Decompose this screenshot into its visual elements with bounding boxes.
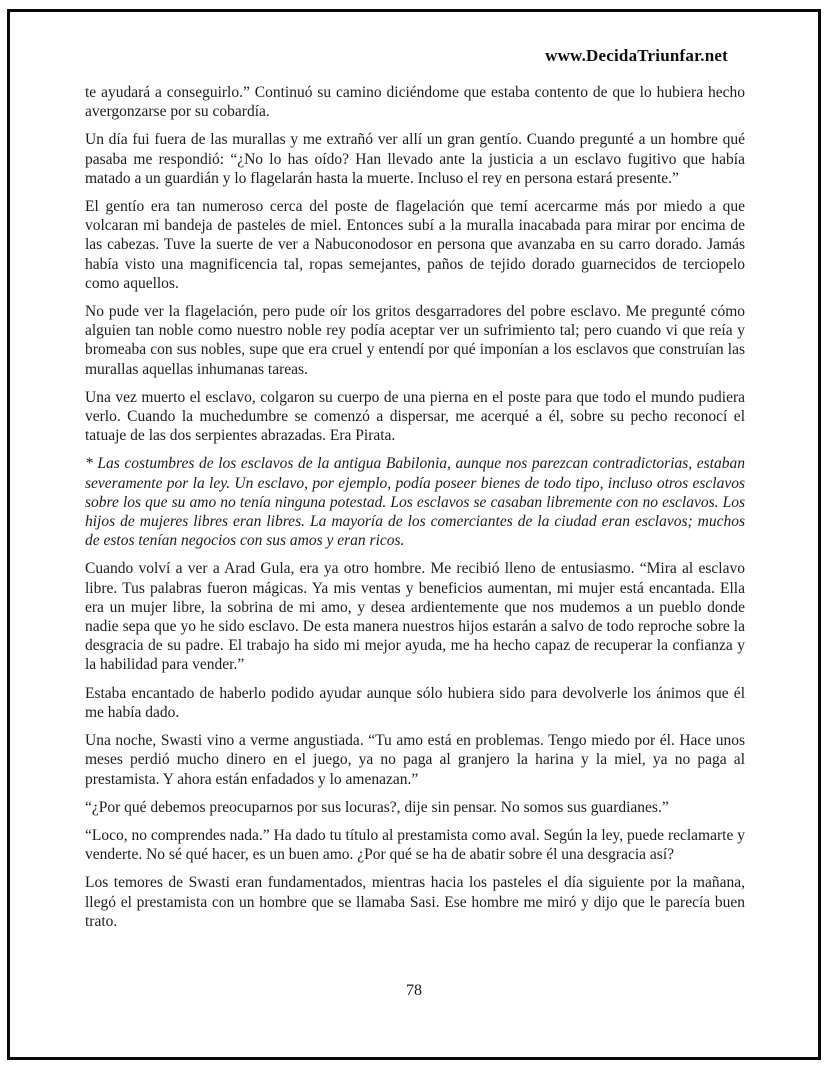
paragraph: “Loco, no comprendes nada.” Ha dado tu título al prestamista como aval. Según la ley, puede reclamarte y venderte. No sé qué hacer, es un buen amo. ¿Por qué se ha de abatir sobre él una desgracia así?: [85, 826, 745, 864]
paragraph: Estaba encantado de haberlo podido ayudar aunque sólo hubiera sido para devolverle los ánimos que él me había dado.: [85, 684, 745, 721]
page-number: 78: [406, 982, 422, 999]
paragraph: Cuando volví a ver a Arad Gula, era ya otro hombre. Me recibió lleno de entusiasmo. “Mira al esclavo libre. Tus palabras fueron mágicas. Ya mis ventas y beneficios aumentan, mi mujer está encantada. Ella era un mujer libre, la sobrina de mi amo, y desea ardientemente que nos mudemos a un pueblo donde nadie sepa que yo he sido esclavo. De esta manera nuestros hijos estarán a salvo de todo reproche sobre la desgracia de su padre. El trabajo ha sido mi mejor ayuda, me ha hecho capaz de recuperar la confianza y la habilidad para vender.”: [85, 560, 745, 674]
paragraph: No pude ver la flagelación, pero pude oír los gritos desgarradores del pobre esclavo. Me pregunté cómo alguien tan noble como nuestro noble rey podía aceptar ver un sufrimiento tal; pero cuando vi que reía y bromeaba con sus nobles, supe que era cruel y entendí por qué imponían a los esclavos que construían las murallas aquellas inhumanas tareas.: [85, 303, 745, 378]
page-content: [85, 83, 745, 940]
paragraph: Una noche, Swasti vino a verme angustiada. “Tu amo está en problemas. Tengo miedo por él. Hace unos meses perdió mucho dinero en el juego, ya no paga al granjero la harina y la miel, ya no paga al prestamista. Y ahora están enfadados y lo amenazan.”: [85, 732, 745, 788]
paragraph: * Las costumbres de los esclavos de la antigua Babilonia, aunque nos parezcan contradictorias, estaban severamente por la ley. Un esclavo, por ejemplo, podía poseer bienes de todo tipo, incluso otros esclavos sobre los que su amo no tenía ninguna potestad. Los esclavos se casaban libremente con no esclavos. Los hijos de mujeres libres eran libres. La mayoría de los comerciantes de la ciudad eran esclavos; muchos de estos tenían negocios con sus amos y eran ricos.: [85, 455, 745, 550]
paragraph: Los temores de Swasti eran fundamentados, mientras hacia los pasteles el día siguiente por la mañana, llegó el prestamista con un hombre que se llamaba Sasi. Ese hombre me miró y dijo que le parecía buen trato.: [85, 874, 745, 930]
paragraph: Un día fui fuera de las murallas y me extrañó ver allí un gran gentío. Cuando pregunté a un hombre qué pasaba me respondió: “¿No lo has oído? Han llevado ante la justicia a un esclavo fugitivo que había matado a un guardián y lo flagelarán hasta la muerte. Incluso el rey en persona estará presente.”: [85, 131, 745, 187]
paragraph: “¿Por qué debemos preocuparnos por sus locuras?, dije sin pensar. No somos sus guardianes.”: [85, 798, 669, 816]
paragraph: Una vez muerto el esclavo, colgaron su cuerpo de una pierna en el poste para que todo el mundo pudiera verlo. Cuando la muchedumbre se comenzó a dispersar, me acerqué a él, sobre su pecho reconocí el tatuaje de las dos serpientes abrazadas. Era Pirata.: [85, 388, 745, 445]
paragraph: te ayudará a conseguirlo.” Continuó su camino diciéndome que estaba contento de que lo hubiera hecho avergonzarse por su cobardía.: [85, 84, 745, 121]
site-url-header: www.DecidaTriunfar.net: [545, 46, 728, 65]
paragraph: El gentío era tan numeroso cerca del poste de flagelación que temí acercarme más por miedo a que volcaran mi bandeja de pasteles de miel. Entonces subí a la muralla inacabada para mirar por encima de las cabezas. Tuve la suerte de ver a Nabuconodosor en persona que avanzaba en su carro dorado. Jamás había visto una magnificencia tal, ropas semejantes, paños de tejido dorado guarnecidos de terciopelo como aquellos.: [85, 198, 745, 292]
